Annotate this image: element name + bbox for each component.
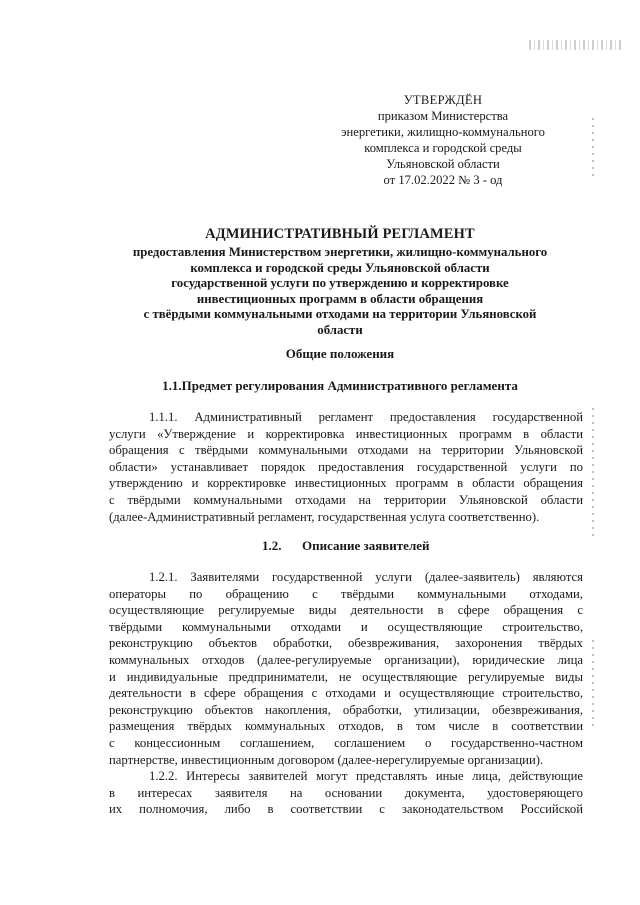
text-line: в интересах заявителя на основании документа, удостоверяющего [109,785,583,800]
title-line: инвестиционных программ в области обращения [196,291,484,306]
text-line: и индивидуальные предприниматели, не осуществляющие регулируемые виды [109,669,583,684]
approval-line: комплекса и городской среды [364,141,522,155]
title-line: комплекса и городской среды Ульяновской области [190,260,490,275]
scan-artifact [592,640,594,730]
scan-artifact [529,40,624,50]
text-line: деятельности в сфере обращения с отходами и осуществляющие строительство, [109,686,583,701]
text-line: утверждению и корректировке инвестиционных программ в области обращения [109,476,583,491]
text-line: 1.2.1. Заявителями государственной услуги (далее-заявитель) являются [149,570,583,584]
section-heading-1-2 [262,538,462,554]
section-number: 1.2. [262,538,282,553]
approval-stamp-block [300,92,586,188]
section-heading-1-1: 1.1.Предмет регулирования Административного регламента [162,378,518,393]
text-line: операторы по обращению с твёрдыми коммунальными отходами, [109,586,583,601]
text-line: партнерстве, инвестиционным договором (далее-нерегулируемые организации). [109,752,544,767]
text-line: 1.1.1. Административный регламент предоставления государственной [149,410,583,424]
text-line: осуществляющие регулируемые виды деятельности в сфере обращения с [109,603,583,618]
title-line: области [317,322,363,337]
text-line: коммунальных отходов (далее-регулируемые организации), юридические лица [109,652,583,667]
scan-artifact [592,408,594,538]
text-line: обращения с твёрдыми коммунальными отходами на территории Ульяновской [109,443,583,458]
text-line: реконструкцию объектов накопления, обработки, утилизации, обезвреживания, [109,702,583,717]
approval-line: от 17.02.2022 № 3 - од [383,173,503,187]
text-line: (далее-Административный регламент, государственная услуга соответственно). [109,509,540,524]
text-line: их полномочия, либо в соответствии с законодательством Российской [109,802,583,817]
approval-line: приказом Министерства [377,109,509,123]
document-title [100,226,580,339]
section-title: Описание заявителей [302,538,430,553]
approval-head: УТВЕРЖДЁН [403,93,483,107]
scan-artifact [592,118,594,178]
title-line: предоставления Министерством энергетики, жилищно-коммунального [132,245,548,259]
text-line: размещения твёрдых коммунальных отходов, в том числе в соответствии [109,719,583,734]
paragraph-1-1-1 [109,409,583,525]
paragraph-1-2-1 [109,569,583,768]
approval-line: энергетики, жилищно-коммунального [341,125,545,139]
text-line: с твёрдыми коммунальными отходами на территории Ульяновской области [109,492,583,507]
text-line: реконструкцию объектов обработки, обезвреживания, захоронения твёрдых [109,636,583,651]
text-line: услуги «Утверждение и корректировка инвестиционных программ в области [109,426,583,441]
text-line: с концессионным соглашением, соглашением о государственно-частном [109,735,583,750]
approval-line: Ульяновской области [386,157,500,171]
text-line: 1.2.2. Интересы заявителей могут представлять иные лица, действующие [149,769,583,783]
title-main: АДМИНИСТРАТИВНЫЙ РЕГЛАМЕНТ [205,226,475,242]
paragraph-1-2-2 [109,768,583,818]
title-line: с твёрдыми коммунальными отходами на территории Ульяновской [143,307,537,322]
title-line: государственной услуги по утверждению и корректировке [171,276,509,291]
text-line: области» устанавливает порядок предоставления государственной услуги по [109,459,583,474]
section-heading-general: Общие положения [285,346,395,361]
text-line: твёрдыми коммунальными отходами и осуществляющие строительство, [109,619,583,634]
